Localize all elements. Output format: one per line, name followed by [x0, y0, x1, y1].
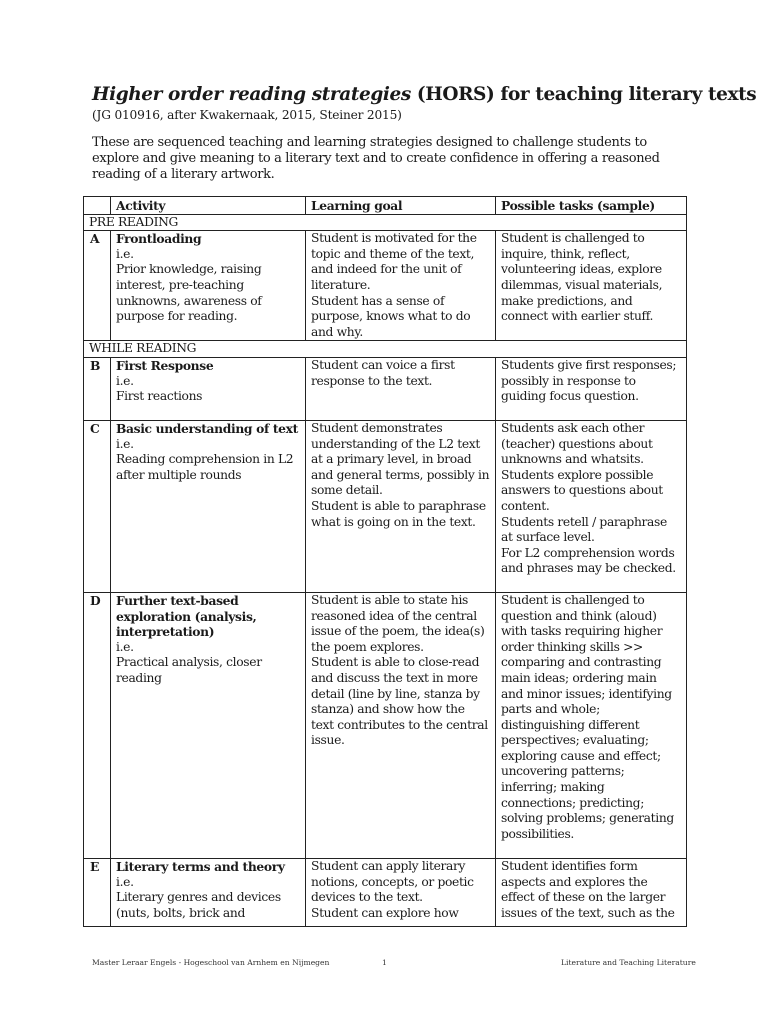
goal-line: Student is able to state his reasoned idea of the central issue of the poem, the idea(s) the poem explores. — [311, 592, 485, 654]
activity-cell — [111, 231, 306, 341]
tasks-cell — [496, 592, 687, 858]
table-header-row — [84, 197, 687, 215]
activity-cell — [111, 357, 306, 420]
section-label: WHILE READING — [84, 341, 687, 358]
learning-goal-cell — [306, 420, 496, 592]
task-line: For L2 comprehension words and phrases may be checked. — [501, 545, 676, 576]
activity-line: i.e. — [116, 436, 134, 451]
learning-goal-cell — [306, 357, 496, 420]
activity-line: Practical analysis, closer reading — [116, 655, 262, 685]
activity-title: Basic understanding of text — [116, 420, 298, 436]
footer-right: Literature and Teaching Literature — [561, 958, 696, 967]
activity-title: Literary terms and theory — [116, 858, 285, 874]
footer-page-number: 1 — [382, 958, 387, 967]
activity-line: First reactions — [116, 389, 203, 404]
task-line: Student identifies form aspects and explores the effect of these on the larger issues of the text, such as the — [501, 858, 675, 920]
learning-goal-cell — [306, 231, 496, 341]
activity-line: i.e. — [116, 246, 134, 261]
section-row-while-reading — [84, 341, 687, 358]
learning-goal-cell — [306, 592, 496, 858]
goal-line: Student demonstrates understanding of the L2 text at a primary level, in broad and general terms, possibly in some detail. — [311, 420, 490, 498]
goal-line: Student can voice a first response to the text. — [311, 357, 455, 388]
intro-paragraph: These are sequenced teaching and learning strategies designed to challenge students to explore and give meaning to a literary text and to create confidence in offering a reasoned reading of a literary artwork. — [92, 135, 660, 182]
activity-title: Frontloading — [116, 231, 202, 247]
activity-title: Further text-based exploration (analysis, interpretation) — [116, 592, 257, 640]
activity-line: Literary genres and devices (nuts, bolts, brick and — [116, 890, 281, 920]
task-line: Student is challenged to inquire, think, reflect, volunteering ideas, explore dilemmas, visual materials, make predictions, and connect with earlier stuff. — [501, 231, 663, 324]
activity-line: Reading comprehension in L2 after multiple rounds — [116, 452, 294, 482]
activity-line: i.e. — [116, 373, 134, 388]
section-row-pre-reading — [84, 214, 687, 231]
tasks-cell — [496, 858, 687, 926]
header-possible-tasks: Possible tasks (sample) — [496, 197, 687, 215]
table-row — [84, 858, 687, 926]
activity-cell — [111, 592, 306, 858]
goal-line: Student has a sense of purpose, knows what to do and why. — [311, 293, 471, 339]
row-letter: E — [84, 858, 111, 926]
header-letter — [84, 197, 111, 215]
table-row — [84, 420, 687, 592]
section-label: PRE READING — [84, 214, 687, 231]
goal-line: Student can apply literary notions, concepts, or poetic devices to the text. — [311, 858, 474, 905]
task-line: Students explore possible answers to questions about content. — [501, 467, 663, 513]
page-title — [92, 84, 756, 105]
row-letter: B — [84, 357, 111, 420]
title-italic: Higher order reading strategies — [92, 84, 411, 105]
row-letter: D — [84, 592, 111, 858]
activity-line: i.e. — [116, 874, 134, 889]
activity-cell — [111, 858, 306, 926]
task-line: Students retell / paraphrase at surface level. — [501, 514, 667, 545]
footer-left: Master Leraar Engels - Hogeschool van Arnhem en Nijmegen — [92, 958, 330, 967]
activity-cell — [111, 420, 306, 592]
activity-line: Prior knowledge, raising interest, pre-teaching unknowns, awareness of purpose for reading. — [116, 262, 262, 324]
goal-line: Student can explore how — [311, 905, 459, 920]
task-line: Students ask each other (teacher) questions about unknowns and whatsits. — [501, 420, 653, 467]
tasks-cell — [496, 357, 687, 420]
table-row — [84, 231, 687, 341]
header-activity: Activity — [111, 197, 306, 215]
goal-line: Student is motivated for the topic and theme of the text, and indeed for the unit of literature. — [311, 231, 477, 292]
activity-title: First Response — [116, 357, 214, 373]
goal-line: Student is able to paraphrase what is going on in the text. — [311, 498, 486, 529]
row-letter: A — [84, 231, 111, 341]
task-line: Student is challenged to question and think (aloud) with tasks requiring higher order thinking skills >> comparing and contrasting main ideas; ordering main and minor issues; identifying parts and whole; distinguishing different perspectives; evaluating; exploring cause and effect; uncovering patterns; inferring; making connections; predicting; solving problems; generating possibilities. — [501, 592, 674, 841]
page-subtitle: (JG 010916, after Kwakernaak, 2015, Steiner 2015) — [92, 108, 402, 122]
learning-goal-cell — [306, 858, 496, 926]
hors-table — [83, 196, 687, 927]
row-letter: C — [84, 420, 111, 592]
header-learning-goal: Learning goal — [306, 197, 496, 215]
tasks-cell — [496, 420, 687, 592]
tasks-cell — [496, 231, 687, 341]
activity-line: i.e. — [116, 639, 134, 654]
table-row — [84, 592, 687, 858]
task-line: Students give first responses; possibly in response to guiding focus question. — [501, 357, 677, 404]
goal-line: Student is able to close-read and discuss the text in more detail (line by line, stanza by stanza) and show how the text contributes to the central issue. — [311, 655, 488, 748]
table-row — [84, 357, 687, 420]
title-rest: (HORS) for teaching literary texts — [410, 84, 757, 105]
